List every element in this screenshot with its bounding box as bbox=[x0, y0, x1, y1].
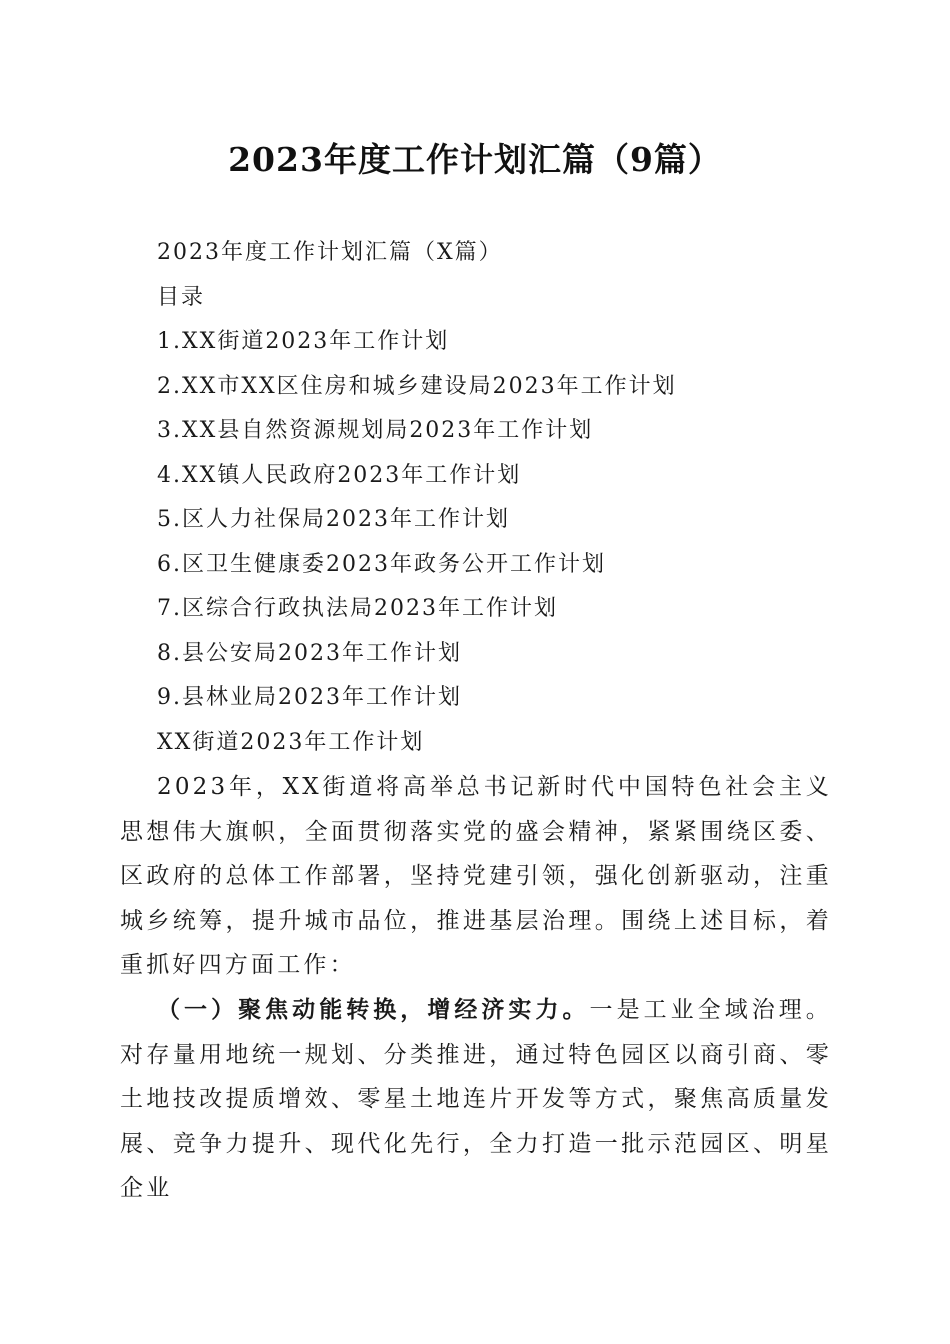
body-paragraph: 2023年，XX街道将高举总书记新时代中国特色社会主义思想伟大旗帜，全面贯彻落实党的盛会精神，紧紧围绕区委、区政府的总体工作部署，坚持党建引领，强化创新驱动，注重城乡统筹，提升城市品位，推进基层治理。围绕上述目标，着重抓好四方面工作： bbox=[120, 774, 832, 979]
toc-item: 4.XX镇人民政府2023年工作计划 bbox=[157, 463, 522, 488]
section-heading: XX街道2023年工作计划 bbox=[157, 730, 425, 755]
toc-item: 5.区人力社保局2023年工作计划 bbox=[157, 507, 510, 532]
toc-item: 8.县公安局2023年工作计划 bbox=[157, 641, 462, 666]
body-paragraph bbox=[120, 988, 832, 1211]
toc-item: 1.XX街道2023年工作计划 bbox=[157, 329, 450, 354]
toc-heading: 目录 bbox=[157, 285, 206, 310]
document-title: 2023年度工作计划汇篇（9篇） bbox=[228, 140, 722, 179]
toc-item: 6.区卫生健康委2023年政务公开工作计划 bbox=[157, 552, 606, 577]
toc-item: 7.区综合行政执法局2023年工作计划 bbox=[157, 596, 558, 621]
paragraph-lead: （一）聚焦动能转换，增经济实力。 bbox=[157, 996, 590, 1023]
document-subtitle: 2023年度工作计划汇篇（X篇） bbox=[157, 240, 503, 265]
paragraph-body: 一是工业全域治理。对存量用地统一规划、分类推进，通过特色园区以商引商、零土地技改提质增效、零星土地连片开发等方式，聚焦高质量发展、竞争力提升、现代化先行，全力打造一批示范园区、明星企业 bbox=[120, 997, 832, 1202]
toc-item: 9.县林业局2023年工作计划 bbox=[157, 685, 462, 710]
toc-item: 2.XX市XX区住房和城乡建设局2023年工作计划 bbox=[157, 374, 677, 399]
toc-item: 3.XX县自然资源规划局2023年工作计划 bbox=[157, 418, 594, 443]
